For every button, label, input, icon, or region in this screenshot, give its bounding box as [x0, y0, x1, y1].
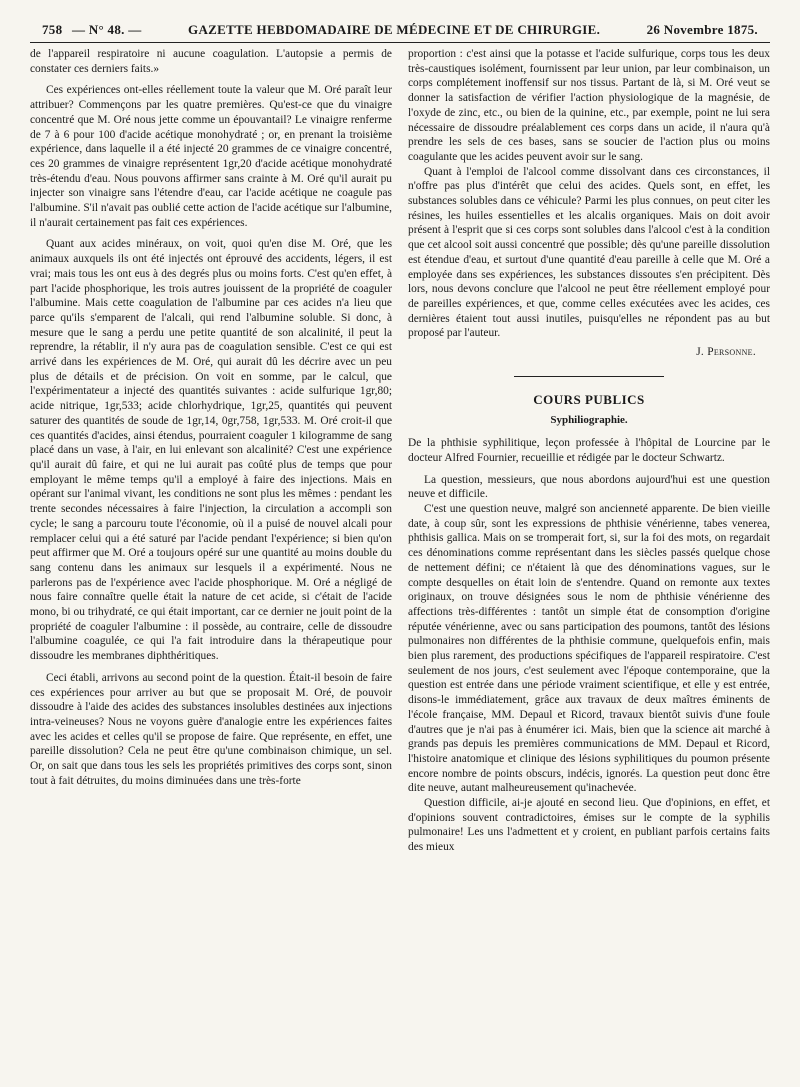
right-paragraph-1: proportion : c'est ainsi que la potasse et l'acide sulfurique, corps tous les deux très-caustiques isolément, fournissent par leur union, par leur combinaison, un corps complétement inoffensif sur nos tissus. Partant de là, si M. Oré veut se donner la satisfaction de vérifier l'action physiologique de la magnésie, de l'oxyde de zinc, etc., ou bien de la quinine, etc., par exemple, point ne lui sera nécessaire de dissoudre préalablement ces corps dans un acide, il n'aura qu'à prendre les sels de ces bases, sans se soucier de l'action plus ou moins coagulante que les acides peuvent avoir sur le sang.	[408, 48, 770, 163]
left-paragraph-4: Ceci établi, arrivons au second point de la question. Était-il besoin de faire ces expériences pour arriver au but que se proposait M. Oré, de pouvoir dissoudre à l'aide des acides des substances insolubles destinées aux injections intra-veineuses? Nous ne voyons guère d'analogie entre les expériences faites avec les acides et celles qu'il se propose de faire. Que représente, en effet, une pareille dissolution? Cela ne peut être qu'une combinaison chimique, un sel. Or, on sait que dans tous les sels les propriétés primitives des corps sont, sinon tout à fait détruites, du moins diminuées dans une très-forte	[30, 671, 392, 787]
right-paragraph-5: C'est une question neuve, malgré son ancienneté apparente. De bien vieille date, à coup sûr, sont les expressions de phthisie vénérienne, tabes venerea, phthisis gallica. Mais on se tromperait fort, si, sur la foi des mots, on regardait ces dénominations comme représentant dans les siècles passés quelque chose de nettement défini; ce n'étaient là que des dénominations vagues, sur le compte desquelles on était loin de s'entendre. Quand on remonte aux textes originaux, on trouve désignées sous le nom de phthisie vénérienne des affections très-différentes : tantôt un simple état de consomption d'origine réputée vénérienne, avec ou sans participation des poumons, tantôt des lésions pulmonaires non différentes de la phthisie commune, quelquefois enfin, mais bien plus rarement, des productions spécifiques de l'appareil respiratoire. C'est seulement de nos jours, c'est seulement avec l'époque contemporaine, que la question est entrée dans une période vraiment scientifique, et elle y est entrée, disons-le immédiatement, grâce aux travaux de deux maîtres éminents de l'école française, MM. Depaul et Ricord, travaux bientôt suivis d'une foule d'autres que je n'ai pas à énumérer ici. Mais, bien que la science ait marché à grands pas depuis les premières communications de MM. Depaul et Ricord, l'histoire anatomique et clinique des lésions syphilitiques du poumon présente encore nombre de points obscurs, indécis, ignorés. La question peut donc être dite neuve, autant malheureusement qu'inachevée.	[408, 502, 770, 795]
right-column	[408, 47, 770, 855]
issue-date: 26 Novembre 1875.	[646, 22, 758, 37]
left-column	[30, 47, 392, 855]
running-header	[30, 22, 770, 43]
right-paragraph-4: La question, messieurs, que nous abordons aujourd'hui est une question neuve et difficile.	[408, 473, 770, 501]
left-paragraph-3: Quant aux acides minéraux, on voit, quoi qu'en dise M. Oré, que les animaux auxquels ils ont été injectés ont éprouvé des accidents, légers, il est vrai; mais tous les ont eus à des degrés plus ou moins forts. C'est qu'en effet, à part l'acide phosphorique, les trois autres jouissent de la propriété de coaguler l'albumine. Mais cette coagulation de l'albumine par ces acides n'a lieu que parce qu'ils s'emparent de l'alcali, qui rend l'albumine soluble. Si donc, à mesure que le sang a perdu une petite quantité de son alcalinité, il peut la reprendre, la rétablir, il n'y aura pas de coagulation sensible. C'est ce qui est arrivé dans les expériences de M. Oré, qui aurait dû les décrire avec un peu plus de détails et de précision. On voit en somme, par le calcul, que l'expérimentateur a injecté des quantités suivantes : acide sulfurique 1gr,80; acide nitrique, 1gr,533; acide chlorhydrique, 1gr,25, quantités qui peuvent saturer des quantités de soude de 1gr,14, 0gr,758, 1gr,533. M. Oré croit-il que ces quantités d'acides, ainsi étendus, pourraient coaguler 1 kilogramme de sang placé dans un vase, à l'air, en lui enlevant son alcalinité? C'est une expérience qu'il aurait dû faire, et qui ne lui aurait pas coûté plus de temps que pour employant le même temps qu'il a employé à faire des injections. Mais en opérant sur l'animal vivant, les conditions ne sont plus les mêmes : pendant les trente secondes nécessaires à faire l'injection, la circulation a accompli son cycle; le sang a parcouru toute l'économie, où il a puisé de nouvel alcali pour remplacer celui qui a été saturé par l'acide pendant l'expérience; si bien qu'on peut affirmer que M. Oré a toujours opéré sur une quantité au moins double du sang contenu dans les animaux sur lesquels il a expérimenté. Nous ne parlerons pas de l'expérience avec l'acide phosphorique. M. Oré a négligé de nous faire connaître quelle était la nature de cet acide, si c'était de l'acide mono, bi ou trihydraté, ce qui était important, car ce dernier ne jouit point de la propriété de coaguler l'albumine : il possède, au contraire, celle de dissoudre l'albumine coagulée, ce qui l'a fait introduire dans la thérapeutique pour dissoudre les membranes diphthéritiques.	[30, 238, 392, 663]
left-paragraph-1: de l'appareil respiratoire ni aucune coagulation. L'autopsie a permis de constater ces derniers faits.»	[30, 48, 392, 75]
right-paragraph-2: Quant à l'emploi de l'alcool comme dissolvant dans ces circonstances, il n'offre pas plus d'intérêt que celui des acides. Quels sont, en effet, les substances solubles dans ce véhicule? Parmi les plus connues, on peut citer les résines, les huiles essentielles et les alcalis organiques. Mais on doit avoir présent à l'esprit que si ces corps sont solubles dans l'alcool c'est à la condition que cet alcool soit aussi concentré que possible; dès qu'une pareille dissolution est étendue d'eau, et surtout d'une quantité d'eau pareille à celle que M. Oré a employée dans ses expériences, les substances dissoutes s'en précipitent. Dès lors, nous devons conclure que l'alcool ne peut être réellement employé pour de pareilles expériences, et que, comme celles exécutées avec les acides, ces dernières étaient tout aussi inutiles, puisqu'elles ne répondent pas au but proposé par l'auteur.	[408, 165, 770, 340]
journal-title: GAZETTE HEBDOMADAIRE DE MÉDECINE ET DE CHIRURGIE.	[188, 22, 601, 37]
page-number: 758	[42, 22, 63, 37]
lecture-heading: De la phthisie syphilitique, leçon professée à l'hôpital de Lourcine par le docteur Alfred Fournier, recueillie et rédigée par le docteur Schwartz.	[408, 437, 770, 464]
section-subtitle: Syphiliographie.	[550, 414, 628, 427]
right-paragraph-6: Question difficile, ai-je ajouté en second lieu. Que d'opinions, en effet, et d'opinions souvent contradictoires, émises sur le compte de la syphilis pulmonaire! Les uns l'admettent et y croient, en publiant parfois certains faits des mieux	[408, 797, 770, 854]
section-title: COURS PUBLICS	[533, 391, 645, 407]
article-columns	[30, 47, 770, 855]
author-signature: J. Personne.	[696, 346, 756, 359]
issue-number: — N° 48. —	[71, 22, 142, 37]
left-paragraph-2: Ces expériences ont-elles réellement toute la valeur que M. Oré paraît leur attribuer? Commençons par les quatre premières. Qu'est-ce que du vinaigre concentré que M. Oré nous jette comme un épouvantail? Le vinaigre renferme de 7 à 6 pour 100 d'acide acétique monohydraté ; or, en prenant la troisième expérience, dans laquelle il a été injecté 20 grammes de ce vinaigre concentré, ces 20 grammes de vinaigre représentent 1gr,20 d'acide acétique monohydraté très-étendu d'eau. Nous pouvons affirmer sans crainte à M. Oré qu'il aurait pu injecter son vinaigre sans l'étendre d'eau, car l'acide acétique ne coagule pas l'albumine. S'il n'avait pas oublié cette action de l'acide acétique sur l'albumine, il n'aurait certainement pas fait ces expériences.	[30, 84, 392, 229]
section-divider	[514, 376, 664, 377]
header-left	[42, 22, 142, 38]
